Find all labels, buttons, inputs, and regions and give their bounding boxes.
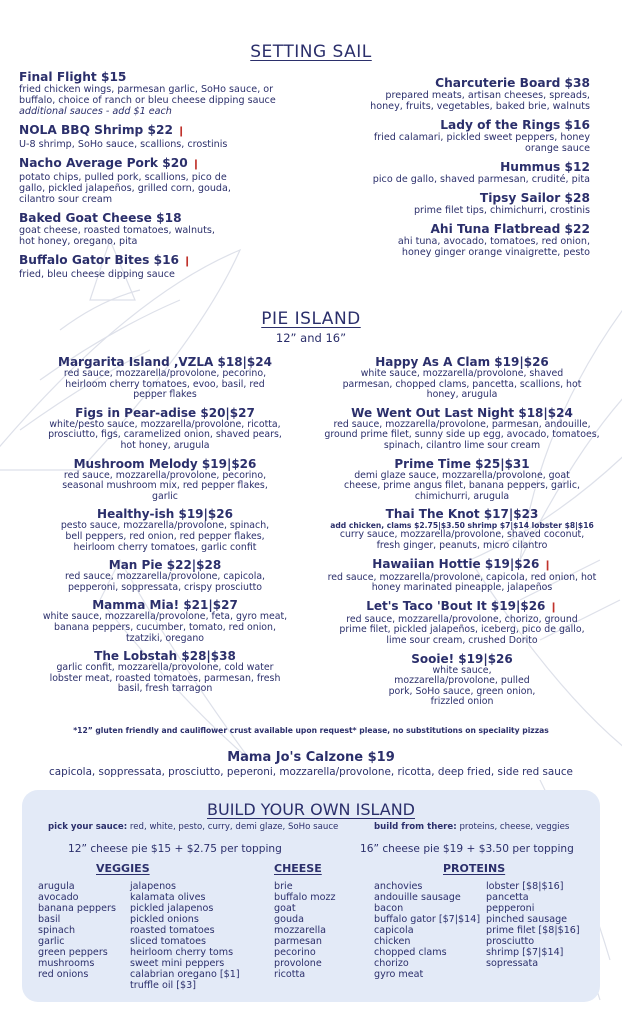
list-item: provolone [274,958,322,969]
item-note: additional sauces - add $1 each [19,106,172,117]
item-name: Let's Taco 'Bout It $19|$26 ❙ [366,598,558,613]
proteins-title: PROTEINS [443,862,506,875]
item-desc: white sauce, mozzarella/provolone, pulled pork, SoHo sauce, green onion, frizzled onion [388,664,536,708]
item-name: Margarita Island ,VZLA $18|$24 [58,355,272,369]
list-item: lobster [$8|$16] [486,881,564,892]
list-item: parmesan [274,936,322,947]
item-name: Hummus $12 [500,160,590,174]
item-desc: demi glaze sauce, mozzarella/provolone, goat cheese, prime angus filet, banana peppers, garlic, chimichurri, arugula [344,469,580,502]
list-item: pancetta [486,892,529,903]
list-item: banana peppers [38,903,116,914]
item-desc: curry sauce, mozzarella/provolone, shaved coconut, fresh ginger, peanuts, micro cilantro [339,529,585,551]
list-item: gouda [274,914,305,925]
pizza-item [322,557,602,594]
starters-left-column [19,70,294,286]
build-your-own-title: BUILD YOUR OWN ISLAND [207,800,415,819]
item-addon: add chicken, clams $2.75|$3.50 shrimp $7|$14 lobster $8|$16 [330,521,594,531]
item-desc: prepared meats, artisan cheeses, spreads, honey, fruits, vegetables, baked brie, walnuts [370,90,590,112]
item-name: Buffalo Gator Bites $16 ❙ [19,253,192,267]
menu-item [370,191,590,216]
list-item: chicken [374,936,411,947]
list-item: avocado [38,892,79,903]
item-name: Charcuterie Board $38 [435,76,590,90]
chili-pepper-icon: ❙ [549,601,558,613]
list-item: shrimp [$7|$14] [486,947,564,958]
list-item: sopressata [486,958,539,969]
pizza-item [322,652,602,708]
price-12-inch: 12” cheese pie $15 + $2.75 per topping [68,843,282,855]
chili-pepper-icon: ❙ [191,159,201,170]
item-desc: potato chips, pulled pork, scallions, pico de gallo, pickled jalapeños, grilled corn, gouda, cilantro sour cream [19,172,231,205]
item-desc: prime filet tips, chimichurri, crostinis [413,205,590,216]
list-item: chorizo [374,958,409,969]
menu-item [19,211,294,247]
list-item: chopped clams [374,947,447,958]
pizza-item [322,599,602,647]
item-name: The Lobstah $28|$38 [94,649,236,664]
item-desc: white sauce, mozzarella/provolone, feta, gyro meat, banana peppers, cucumber, tomato, red onion, tzatziki, oregano [42,611,288,644]
veggies-list-2 [130,881,240,991]
cheese-list [274,881,336,980]
pizza-item [30,457,300,503]
menu-item [19,253,294,280]
item-desc: red sauce, mozzarella/provolone, capicola, red onion, hot honey marinated pineapple, jalapeños [327,571,597,594]
item-name: Lady of the Rings $16 [440,118,590,132]
item-name: Sooie! $19|$26 [411,651,513,666]
item-name: Final Flight $15 [19,70,127,84]
pizza-left-column [30,355,300,700]
veggies-title: VEGGIES [96,862,150,875]
sauce-line: pick your sauce: red, white, pesto, curry, demi glaze, SoHo sauce [48,822,339,832]
list-item: spinach [38,925,76,936]
list-item: truffle oil [$3] [130,980,196,991]
item-name: Mamma Mia! $21|$27 [92,598,238,613]
item-desc: ahi tuna, avocado, tomatoes, red onion, honey ginger orange vinaigrette, pesto [397,236,590,258]
menu-item [19,123,294,150]
pizza-item [30,558,300,593]
pizza-item [30,507,300,553]
list-item: ricotta [274,969,306,980]
item-desc: pesto sauce, mozzarella/provolone, spinach, bell peppers, red onion, red pepper flakes, heirloom cherry tomatoes, garlic confit [60,520,270,553]
pie-sizes-subtitle: 12” and 16” [275,331,347,345]
item-desc: goat cheese, roasted tomatoes, walnuts, hot honey, oregano, pita [19,225,215,247]
list-item: prosciutto [486,936,535,947]
menu-item [19,156,294,205]
list-item: mozzarella [274,925,327,936]
list-item: bacon [374,903,404,914]
pizza-item [30,649,300,695]
pie-island-title: PIE ISLAND [261,309,361,329]
list-item: arugula [38,881,75,892]
menu-item [370,76,590,112]
pizza-item [322,406,602,452]
chili-pepper-icon: ❙ [183,256,192,267]
list-item: basil [38,914,61,925]
veggies-list-1 [38,881,116,980]
item-name: Tipsy Sailor $28 [479,191,590,205]
item-name: Hawaiian Hottie $19|$26 ❙ [372,556,552,571]
list-item: sliced tomatoes [130,936,207,947]
item-desc: red sauce, mozzarella/provolone, parmesan, andouille, ground prime filet, sunny side up egg, avocado, tomatoes, spinach, cilantro lime sour cream [324,418,600,451]
list-item: heirloom cherry toms [130,947,234,958]
list-item: buffalo gator [$7|$14] [374,914,481,925]
cheese-title: CHEESE [274,862,322,875]
item-desc: red sauce, mozzarella/provolone, pecorino, seasonal mushroom mix, red pepper flakes, garlic [62,469,268,502]
chili-pepper-icon: ❙ [543,559,552,571]
price-16-inch: 16” cheese pie $19 + $3.50 per topping [360,843,574,855]
item-name: Baked Goat Cheese $18 [19,211,182,225]
starters-right-column [370,76,590,264]
item-name: Nacho Average Pork $20 ❙ [19,156,201,170]
item-name: We Went Out Last Night $18|$24 [351,405,573,420]
list-item: buffalo mozz [274,892,336,903]
item-desc: red sauce, mozzarella/provolone, pecorino, heirloom cherry tomatoes, evoo, basil, red pepper flakes [63,368,267,401]
menu-item [370,118,590,154]
list-item: andouille sausage [374,892,461,903]
list-item: gyro meat [374,969,424,980]
list-item: roasted tomatoes [130,925,215,936]
pizza-item [322,507,602,551]
list-item: calabrian oregano [$1] [130,969,240,980]
list-item: pinched sausage [486,914,568,925]
list-item: brie [274,881,293,892]
proteins-list-1 [374,881,480,980]
item-name: Prime Time $25|$31 [394,456,530,471]
item-name: NOLA BBQ Shrimp $22 ❙ [19,123,186,137]
crust-footnote: *12” gluten friendly and cauliflower crust available upon request* please, no substitutions on speciality pizzas [73,726,549,735]
item-name: Ahi Tuna Flatbread $22 [430,222,590,236]
pizza-item [322,457,602,503]
list-item: capicola [374,925,414,936]
chili-pepper-icon: ❙ [176,126,186,137]
pizza-item [322,355,602,401]
calzone-desc: capicola, soppressata, prosciutto, peperoni, mozzarella/provolone, ricotta, deep fried, side red sauce [49,766,573,778]
item-name: Man Pie $22|$28 [108,558,222,573]
item-desc: garlic confit, mozzarella/provolone, cold water lobster meat, roasted tomatoes, parmesan, fresh basil, fresh tarragon [49,662,281,695]
pizza-right-column [322,355,602,713]
item-desc: pico de gallo, shaved parmesan, crudité, pita [372,174,590,185]
item-desc: fried chicken wings, parmesan garlic, SoHo sauce, or buffalo, choice of ranch or bleu cheese dipping sauce [19,84,276,106]
pizza-item [30,355,300,401]
list-item: pickled jalapenos [130,903,214,914]
item-desc: white/pesto sauce, mozzarella/provolone, ricotta, prosciutto, figs, caramelized onion, shaved pears, hot honey, arugula [48,418,282,451]
item-desc: red sauce, mozzarella/provolone, capicola, pepperoni, soppressata, crispy prosciutto [64,571,266,593]
list-item: sweet mini peppers [130,958,225,969]
item-name: Happy As A Clam $19|$26 [375,355,549,369]
item-desc: white sauce, mozzarella/provolone, shaved parmesan, chopped clams, pancetta, scallions, hot honey, arugula [342,368,582,401]
proteins-list-2 [486,881,580,969]
build-your-own-panel [22,790,600,1002]
setting-sail-title: SETTING SAIL [250,42,372,62]
list-item: pepperoni [486,903,535,914]
pizza-item [30,406,300,452]
menu-item [370,160,590,185]
menu-item [370,222,590,258]
item-desc: fried, bleu cheese dipping sauce [19,269,175,280]
list-item: kalamata olives [130,892,206,903]
calzone-name: Mama Jo's Calzone $19 [227,750,395,765]
list-item: mushrooms [38,958,95,969]
list-item: prime filet [$8|$16] [486,925,580,936]
item-name: Figs in Pear-adise $20|$27 [75,405,255,420]
list-item: anchovies [374,881,423,892]
item-desc: red sauce, mozzarella/provolone, chorizo, ground prime filet, pickled jalapeños, iceberg, pico de gallo, lime sour cream, crushed Dorito [339,613,585,646]
item-name: Thai The Knot $17|$23 [385,507,539,522]
list-item: pickled onions [130,914,199,925]
item-name: Mushroom Melody $19|$26 [73,456,257,471]
list-item: green peppers [38,947,108,958]
item-name: Healthy-ish $19|$26 [97,507,233,522]
list-item: jalapenos [130,881,177,892]
menu-item [19,70,294,117]
item-desc: fried calamari, pickled sweet peppers, honey orange sauce [373,132,590,154]
pizza-item [30,598,300,644]
item-desc: U-8 shrimp, SoHo sauce, scallions, crostinis [19,139,228,150]
build-line: build from there: proteins, cheese, veggies [374,822,570,832]
list-item: pecorino [274,947,316,958]
list-item: garlic [38,936,65,947]
list-item: red onions [38,969,89,980]
list-item: goat [274,903,296,914]
